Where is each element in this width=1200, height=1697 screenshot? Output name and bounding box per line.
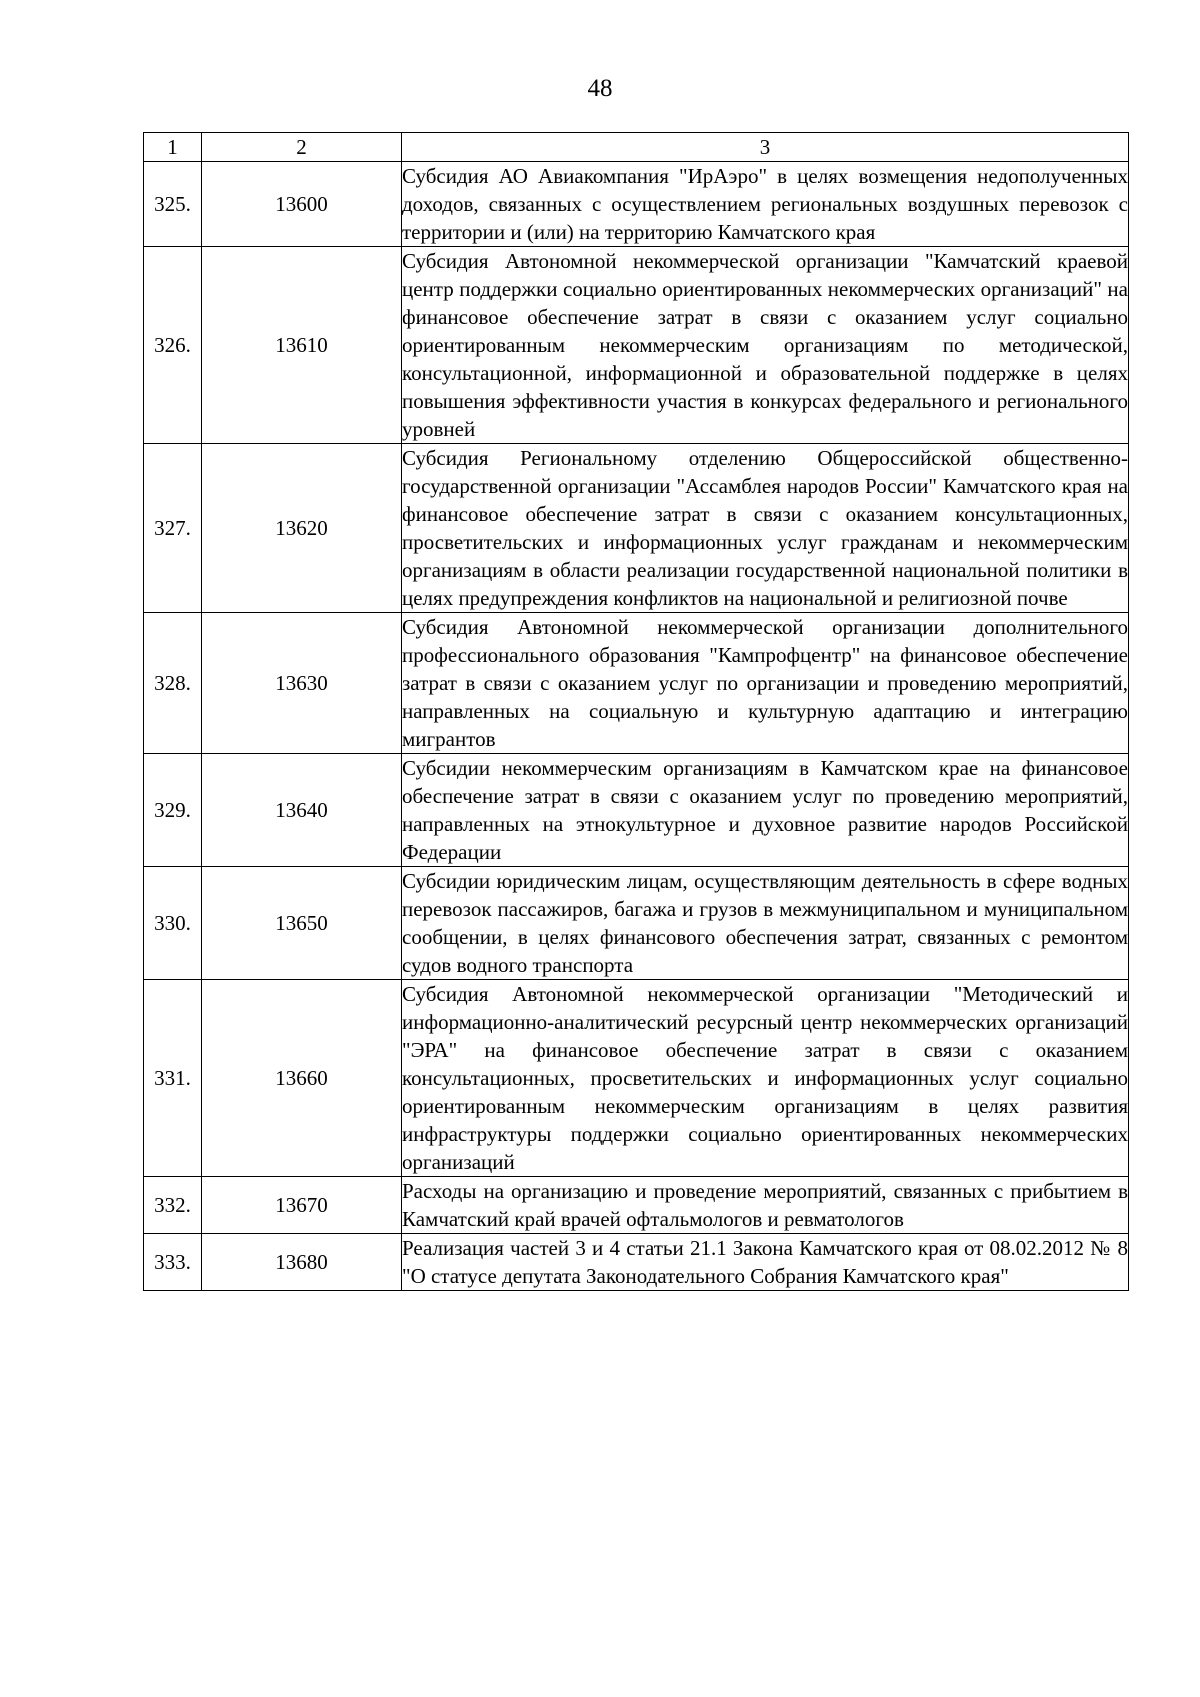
row-description: Субсидии юридическим лицам, осуществляющим деятельность в сфере водных перевозок пассажиров, багажа и грузов в межмуниципальном и муниципальном сообщении, в целях финансового обеспечения затрат, связанных с ремонтом судов водного транспорта — [402, 867, 1129, 980]
row-code: 13600 — [202, 162, 402, 247]
table-row — [144, 1177, 1129, 1234]
budget-classification-table — [143, 132, 1129, 1291]
column-header-2: 2 — [202, 133, 402, 162]
row-description: Субсидии некоммерческим организациям в Камчатском крае на финансовое обеспечение затрат в связи с оказанием услуг по проведению мероприятий, направленных на этнокультурное и духовное развитие народов Российской Федерации — [402, 754, 1129, 867]
row-number: 330. — [144, 867, 202, 980]
row-description: Субсидия АО Авиакомпания "ИрАэро" в целях возмещения недополученных доходов, связанных с осуществлением региональных воздушных перевозок с территории и (или) на территорию Камчатского края — [402, 162, 1129, 247]
row-number: 326. — [144, 247, 202, 444]
row-number: 328. — [144, 613, 202, 754]
row-description: Субсидия Автономной некоммерческой организации дополнительного профессионального образования "Кампрофцентр" на финансовое обеспечение затрат в связи с оказанием услуг по организации и проведению мероприятий, направленных на социальную и культурную адаптацию и интеграцию мигрантов — [402, 613, 1129, 754]
table-row — [144, 247, 1129, 444]
row-code: 13610 — [202, 247, 402, 444]
row-code: 13670 — [202, 1177, 402, 1234]
row-number: 325. — [144, 162, 202, 247]
table-header-row — [144, 133, 1129, 162]
table-row — [144, 867, 1129, 980]
row-number: 329. — [144, 754, 202, 867]
table-row — [144, 162, 1129, 247]
page-number: 48 — [587, 75, 613, 102]
row-code: 13680 — [202, 1234, 402, 1291]
table-row — [144, 1234, 1129, 1291]
row-code: 13630 — [202, 613, 402, 754]
row-code: 13650 — [202, 867, 402, 980]
row-number: 333. — [144, 1234, 202, 1291]
column-header-3: 3 — [402, 133, 1129, 162]
row-code: 13660 — [202, 980, 402, 1177]
table-row — [144, 613, 1129, 754]
row-description: Субсидия Автономной некоммерческой организации "Методический и информационно-аналитический ресурсный центр некоммерческих организаций "ЭРА" на финансовое обеспечение затрат в связи с оказанием консультационных, просветительских и информационных услуг социально ориентированным некоммерческим организациям в целях развития инфраструктуры поддержки социально ориентированных некоммерческих организаций — [402, 980, 1129, 1177]
row-description: Расходы на организацию и проведение мероприятий, связанных с прибытием в Камчатский край врачей офтальмологов и ревматологов — [402, 1177, 1129, 1234]
table-row — [144, 444, 1129, 613]
row-code: 13640 — [202, 754, 402, 867]
row-code: 13620 — [202, 444, 402, 613]
table-row — [144, 980, 1129, 1177]
row-number: 327. — [144, 444, 202, 613]
row-description: Субсидия Автономной некоммерческой организации "Камчатский краевой центр поддержки социально ориентированных некоммерческих организаций" на финансовое обеспечение затрат в связи с оказанием услуг социально ориентированным некоммерческим организациям по методической, консультационной, информационной и образовательной поддержке в целях повышения эффективности участия в конкурсах федерального и регионального уровней — [402, 247, 1129, 444]
column-header-1: 1 — [144, 133, 202, 162]
row-description: Реализация частей 3 и 4 статьи 21.1 Закона Камчатского края от 08.02.2012 № 8 "О статусе депутата Законодательного Собрания Камчатского края" — [402, 1234, 1129, 1291]
row-number: 332. — [144, 1177, 202, 1234]
table-row — [144, 754, 1129, 867]
row-description: Субсидия Региональному отделению Общероссийской общественно-государственной организации "Ассамблея народов России" Камчатского края на финансовое обеспечение затрат в связи с оказанием консультационных, просветительских и информационных услуг гражданам и некоммерческим организациям в области реализации государственной национальной политики в целях предупреждения конфликтов на национальной и религиозной почве — [402, 444, 1129, 613]
row-number: 331. — [144, 980, 202, 1177]
